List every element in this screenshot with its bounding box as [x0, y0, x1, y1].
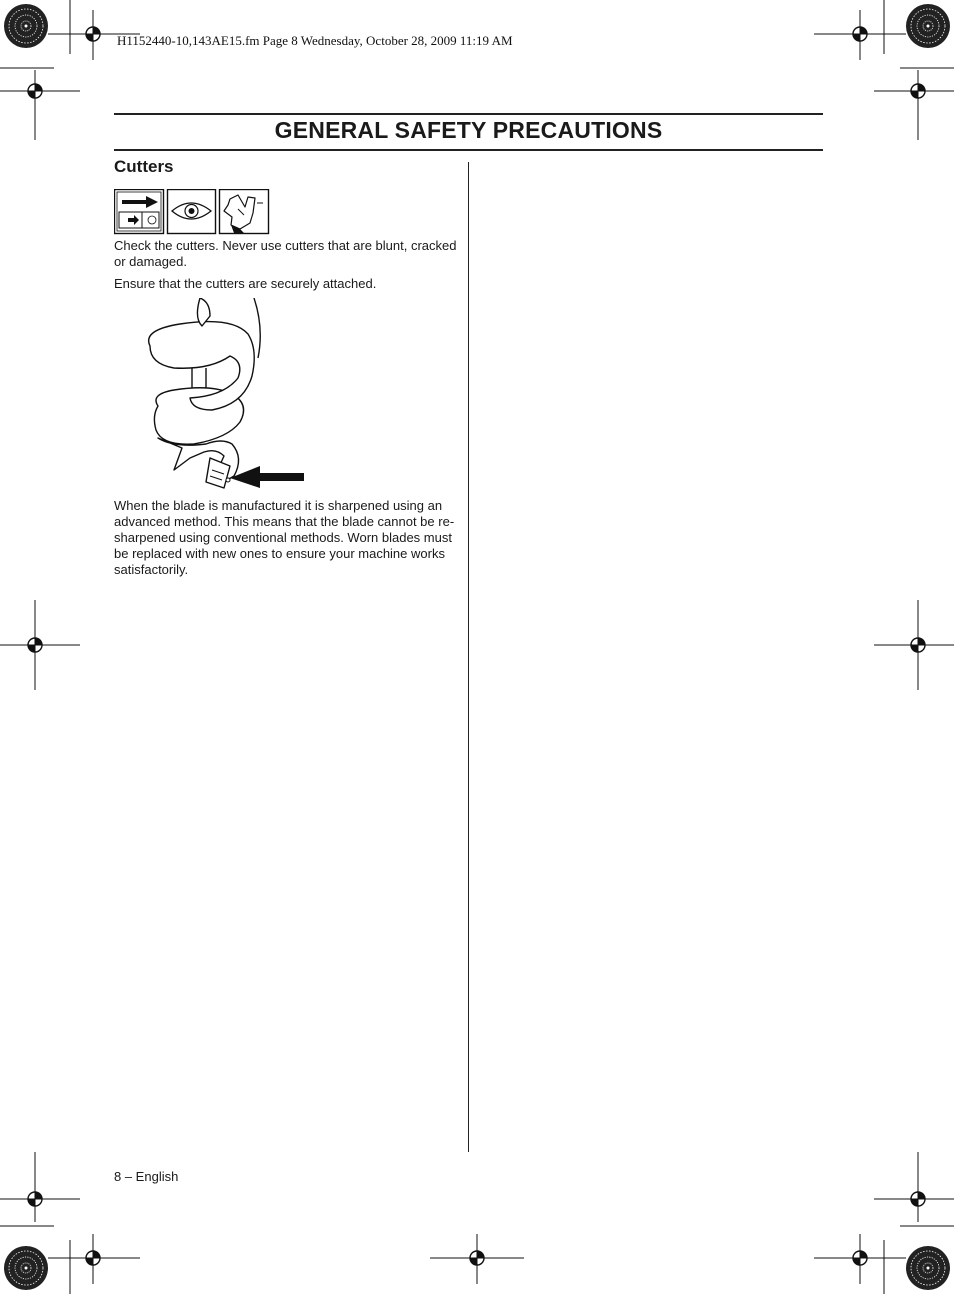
registration-star-bottom-left — [4, 1246, 48, 1290]
page-title: GENERAL SAFETY PRECAUTIONS — [274, 117, 663, 143]
paragraph-blade-sharpening: When the blade is manufactured it is sharpened using an advanced method. This means that the blade cannot be re-sharpened using conventional methods. Worn blades must be replaced with new ones to ensure your machine works satisfactorily. — [114, 498, 455, 577]
registration-mark — [853, 27, 867, 41]
section-heading: Cutters — [114, 157, 174, 176]
registration-mark — [28, 84, 42, 98]
registration-mark — [86, 1251, 100, 1265]
auger-cutter-icon — [114, 298, 314, 494]
title-rule-top — [114, 113, 823, 115]
registration-mark — [86, 27, 100, 41]
protective-gloves-icon — [220, 190, 269, 234]
page-footer: 8 – English — [114, 1169, 179, 1184]
title-rule-bottom — [114, 149, 823, 151]
registration-star-top-left — [4, 4, 48, 48]
file-slug: H1152440-10,143AE15.fm Page 8 Wednesday, October 28, 2009 11:19 AM — [117, 33, 513, 48]
paragraph-secure-cutters: Ensure that the cutters are securely attached. — [114, 276, 377, 291]
registration-mark — [853, 1251, 867, 1265]
column-divider — [468, 162, 469, 1152]
eye-protection-icon — [168, 190, 216, 234]
registration-mark — [911, 84, 925, 98]
registration-star-bottom-right — [906, 1246, 950, 1290]
paragraph-check-cutters: Check the cutters. Never use cutters that are blunt, cracked or damaged. — [114, 238, 457, 269]
registration-mark — [28, 638, 42, 652]
safety-pictograms — [114, 189, 274, 235]
registration-mark — [28, 1192, 42, 1206]
registration-mark — [911, 1192, 925, 1206]
registration-mark — [911, 638, 925, 652]
registration-mark — [470, 1251, 484, 1265]
registration-star-top-right — [906, 4, 950, 48]
read-manual-icon — [115, 190, 164, 234]
